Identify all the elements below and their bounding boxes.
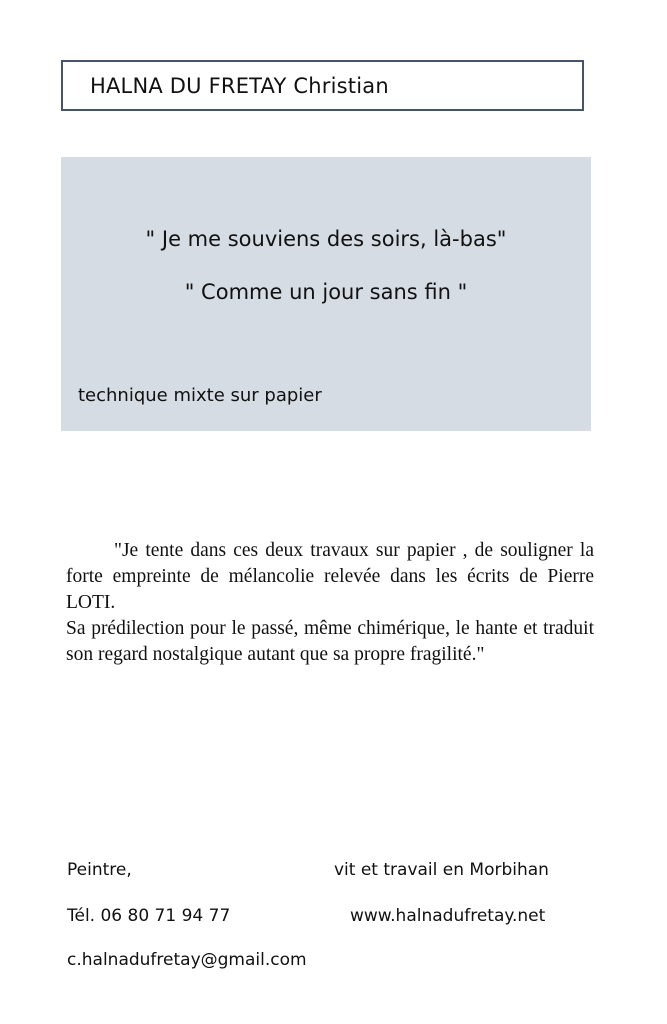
contact-profession: Peintre, [67,860,132,880]
artwork-technique: technique mixte sur papier [78,385,322,406]
contact-phone: Tél. 06 80 71 94 77 [67,906,231,926]
artwork-title-2: " Comme un jour sans fin " [184,280,468,304]
contact-location: vit et travail en Morbihan [334,860,549,880]
contact-website[interactable]: www.halnadufretay.net [350,906,546,926]
contact-email[interactable]: c.halnadufretay@gmail.com [67,950,307,970]
artist-name-box [61,60,584,111]
artwork-title-1: " Je me souviens des soirs, là-bas" [145,227,507,251]
statement-paragraph-2: Sa prédilection pour le passé, même chimérique, le hante et traduit son regard nostalgique autant que sa propre fragilité." [66,618,594,665]
artwork-title-panel [61,157,591,431]
statement-paragraph-1: "Je tente dans ces deux travaux sur papier , de souligner la forte empreinte de mélancolie relevée dans les écrits de Pierre LOTI. [66,540,594,613]
artist-statement [66,538,594,668]
artist-name: HALNA DU FRETAY Christian [90,73,389,98]
